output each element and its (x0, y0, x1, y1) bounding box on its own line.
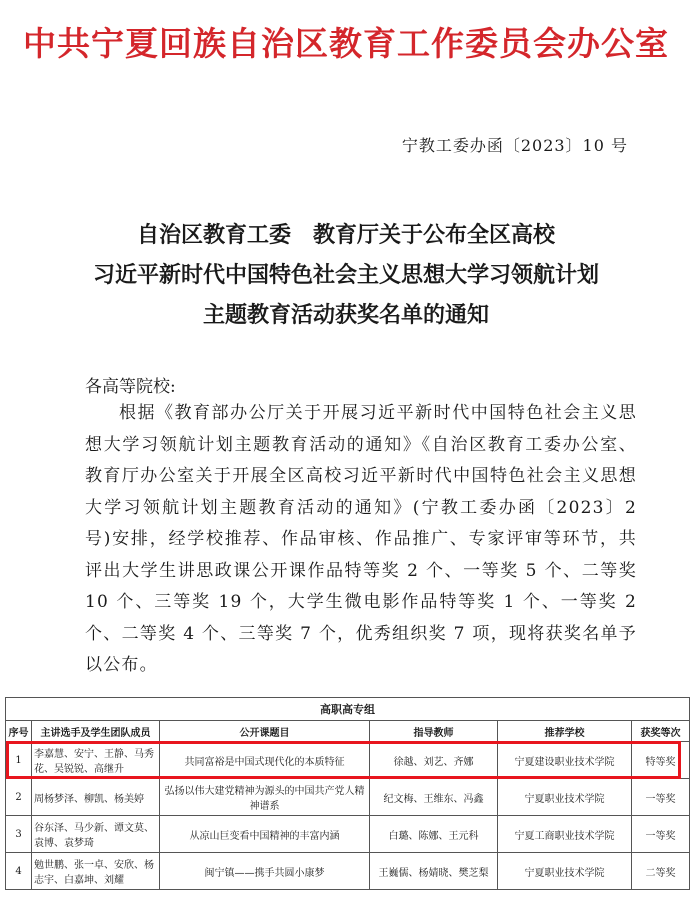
body-paragraph: 根据《教育部办公厅关于开展习近平新时代中国特色社会主义思想大学习领航计划主题教育活动的通知》《自治区教育工委办公室、教育厅办公室关于开展全区高校习近平新时代中国特色社会主义思想大学习领航计划主题教育活动的通知》(宁教工委办函〔2023〕2 号)安排，经学校推荐、作品审核、作品推广、专家评审等环节，共评出大学生讲思政课公开课作品特等奖 2 个、一等奖 5 个、二等奖 10 个、三等奖 19 个，大学生微电影作品特等奖 1 个、一等奖 2 个、二等奖 4 个、三等奖 7 个，优秀组织奖 7 项，现将获奖名单予以公布。 (85, 403, 637, 675)
column-header: 主讲选手及学生团队成员 (32, 721, 160, 742)
column-header: 指导教师 (370, 721, 498, 742)
cell-teachers: 纪文梅、王维东、冯鑫 (370, 779, 498, 816)
cell-school: 宁夏建设职业技术学院 (498, 742, 632, 779)
salutation: 各高等院校: (85, 377, 176, 397)
table-row (6, 742, 690, 779)
cell-rank: 2 (6, 779, 32, 816)
cell-members: 李嘉慧、安宁、王静、马秀花、吴锐锐、高继升 (32, 742, 160, 779)
document-title-line-2: 习近平新时代中国特色社会主义思想大学习领航计划 (92, 262, 599, 288)
column-header: 获奖等次 (632, 721, 690, 742)
document-title-line-1: 自治区教育工委 教育厅关于公布全区高校 (136, 222, 555, 248)
cell-teachers: 王巍儒、杨婧晓、樊芝梨 (370, 853, 498, 890)
cell-members: 勉世鹏、张一卓、安欣、杨志宇、白嘉坤、刘耀 (32, 853, 160, 890)
cell-rank: 4 (6, 853, 32, 890)
table-row (6, 779, 690, 816)
cell-topic: 弘扬以伟大建党精神为源头的中国共产党人精神谱系 (160, 779, 370, 816)
column-header: 序号 (6, 721, 32, 742)
cell-teachers: 白璐、陈娜、王元科 (370, 816, 498, 853)
cell-topic: 共同富裕是中国式现代化的本质特征 (160, 742, 370, 779)
cell-school: 宁夏职业技术学院 (498, 853, 632, 890)
issuing-organization: 中共宁夏回族自治区教育工作委员会办公室 (23, 24, 669, 63)
cell-rank: 1 (6, 742, 32, 779)
cell-topic: 从凉山巨变看中国精神的丰富内涵 (160, 816, 370, 853)
cell-school: 宁夏工商职业技术学院 (498, 816, 632, 853)
document-number: 宁教工委办函〔2023〕10 号 (401, 136, 628, 155)
table-caption: 高职高专组 (6, 698, 690, 721)
cell-award: 一等奖 (632, 779, 690, 816)
document-title-line-3: 主题教育活动获奖名单的通知 (202, 302, 489, 328)
cell-award: 一等奖 (632, 816, 690, 853)
column-header: 推荐学校 (498, 721, 632, 742)
table-row (6, 853, 690, 890)
cell-rank: 3 (6, 816, 32, 853)
cell-teachers: 徐越、刘艺、齐娜 (370, 742, 498, 779)
cell-members: 周杨梦泽、柳凯、杨美婷 (32, 779, 160, 816)
cell-topic: 闽宁镇——携手共圆小康梦 (160, 853, 370, 890)
cell-school: 宁夏职业技术学院 (498, 779, 632, 816)
cell-members: 谷东泽、马少新、谭文莫、袁博、袁梦琦 (32, 816, 160, 853)
table-row (6, 816, 690, 853)
award-table (5, 697, 690, 890)
cell-award: 二等奖 (632, 853, 690, 890)
column-header: 公开课题目 (160, 721, 370, 742)
cell-award: 特等奖 (632, 742, 690, 779)
